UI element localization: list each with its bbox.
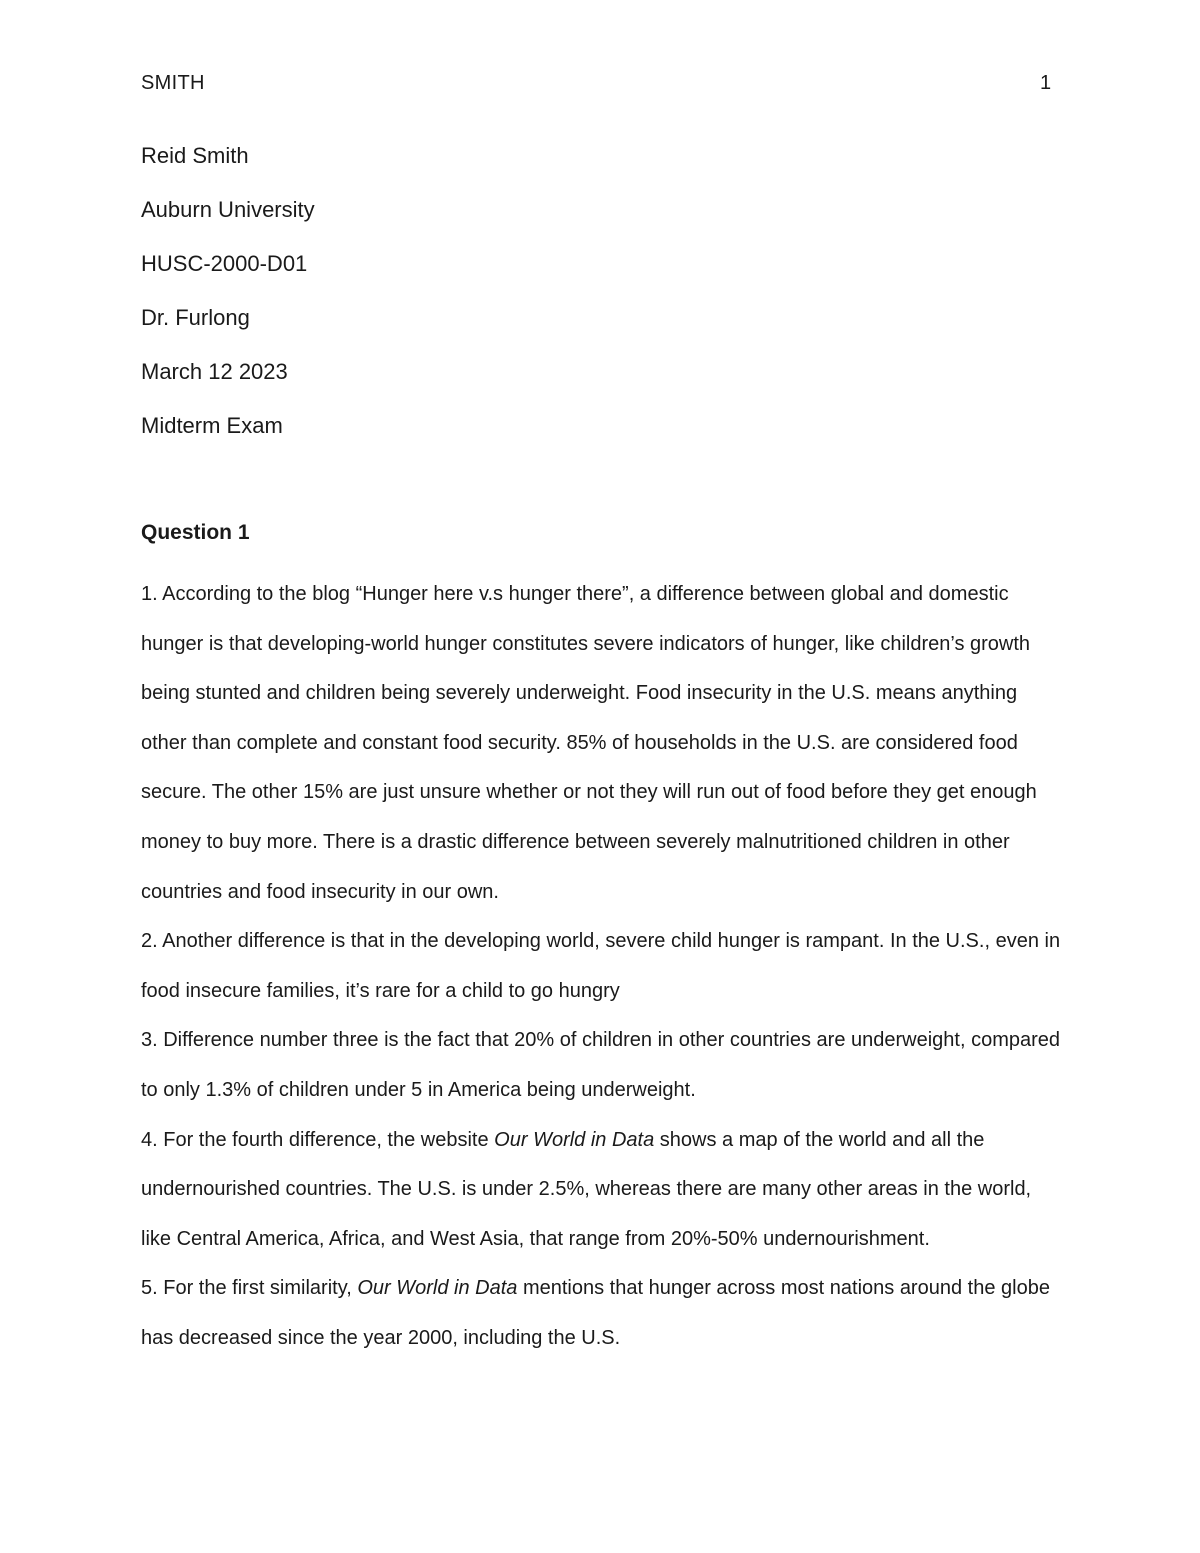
- assignment-title: Midterm Exam: [141, 413, 283, 438]
- source-title: Our World in Data: [494, 1128, 655, 1151]
- running-head: SMITH: [141, 72, 205, 94]
- answer-5-text-start: 5. For the first similarity,: [141, 1277, 358, 1300]
- date: March 12 2023: [141, 359, 288, 384]
- answer-paragraph-3: 3. Difference number three is the fact that 20% of children in other countries are underweight, compared to only 1.3% of children under 5 in America being underweight.: [141, 1029, 1061, 1101]
- answer-paragraph-5: [141, 1264, 1066, 1363]
- university-name: Auburn University: [141, 197, 315, 222]
- answer-paragraph-2: 2. Another difference is that in the developing world, severe child hunger is rampant. In the U.S., even in food insecure families, it’s rare for a child to go hungry: [141, 930, 1061, 1002]
- answer-5-text-end: mentions that hunger across most nations around the globe has decreased since the year 2000, including the U.S.: [141, 1277, 1050, 1349]
- answers-list: [141, 570, 1066, 1364]
- question-heading: Question 1: [141, 521, 250, 544]
- source-title: Our World in Data: [357, 1277, 518, 1300]
- answer-paragraph-1: 1. According to the blog “Hunger here v.s hunger there”, a difference between global and domestic hunger is that developing-world hunger constitutes severe indicators of hunger, like children’s growth being stunted and children being severely underweight. Food insecurity in the U.S. means anything other than complete and constant food security. 85% of households in the U.S. are considered food secure. The other 15% are just unsure whether or not they will run out of food before they get enough money to buy more. There is a drastic difference between severely malnutritioned children in other countries and food insecurity in our own.: [141, 583, 1037, 903]
- page-number: 1: [1040, 72, 1052, 94]
- answer-4-text-start: 4. For the fourth difference, the website: [141, 1128, 495, 1151]
- answer-4-text-end: shows a map of the world and all the undernourished countries. The U.S. is under 2.5%, whereas there are many other areas in the world, like Central America, Africa, and West Asia, that range from 20%-50% undernourishment.: [141, 1128, 1032, 1250]
- student-info-block: [141, 143, 1061, 467]
- answer-paragraph-4: [141, 1116, 1066, 1265]
- student-name: Reid Smith: [141, 143, 249, 168]
- course-code: HUSC-2000-D01: [141, 251, 308, 276]
- instructor-name: Dr. Furlong: [141, 305, 250, 330]
